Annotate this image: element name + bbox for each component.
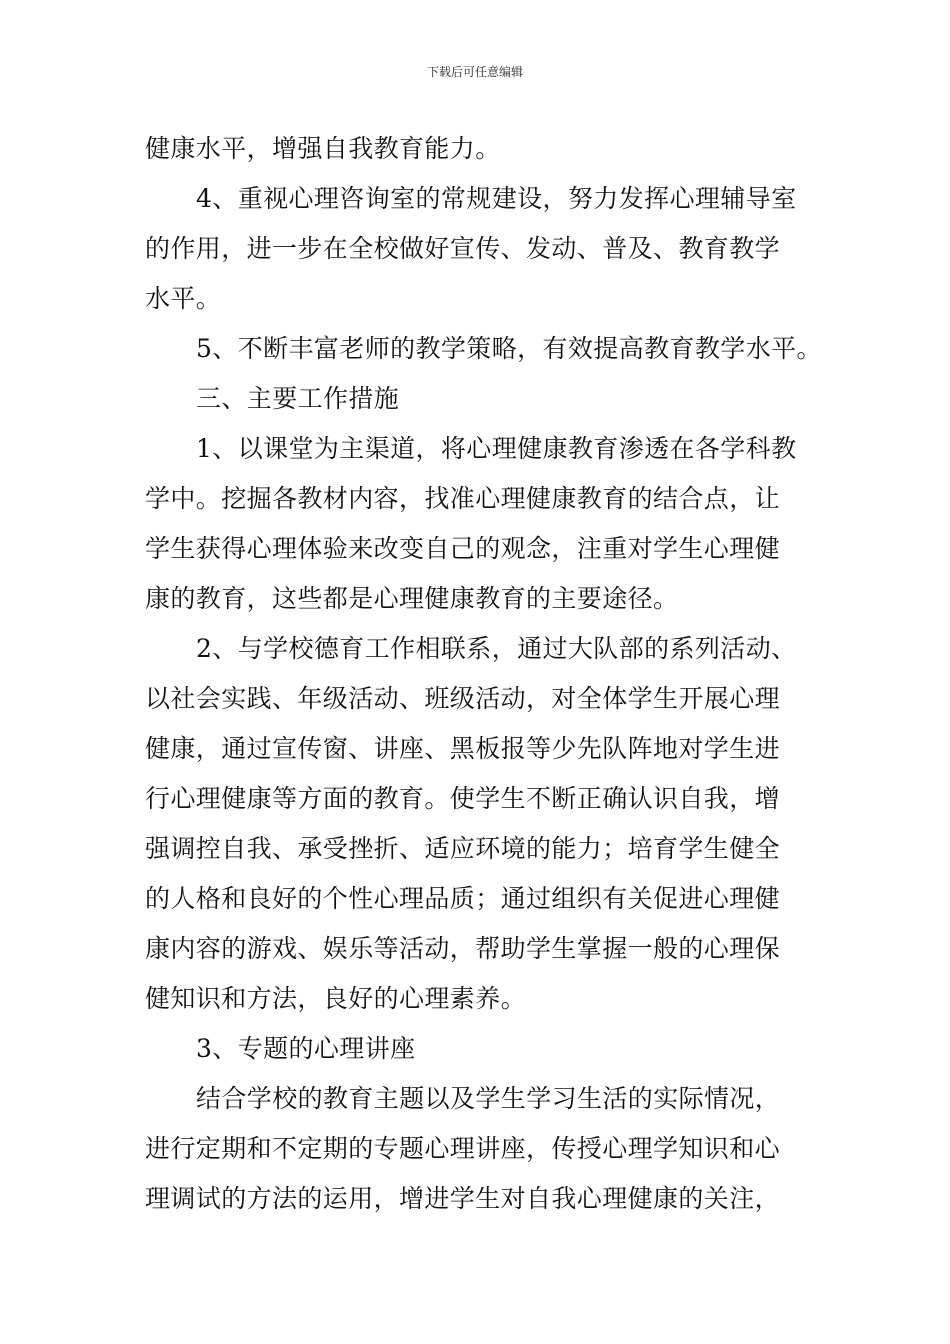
text-line: 健知识和方法，良好的心理素养。 <box>145 984 527 1013</box>
text-line: 以社会实践、年级活动、班级活动，对全体学生开展心理 <box>145 684 781 713</box>
text-line: 2、与学校德育工作相联系，通过大队部的系列活动、 <box>196 634 797 663</box>
text-line: 结合学校的教育主题以及学生学习生活的实际情况， <box>196 1084 781 1113</box>
subsection-heading: 3、专题的心理讲座 <box>196 1034 416 1063</box>
text-line: 理调试的方法的运用，增进学生对自我心理健康的关注， <box>145 1184 781 1213</box>
text-line: 行心理健康等方面的教育。使学生不断正确认识自我，增 <box>145 784 781 813</box>
section-heading: 三、主要工作措施 <box>196 384 400 413</box>
text-line: 学生获得心理体验来改变自己的观念，注重对学生心理健 <box>145 534 781 563</box>
text-line: 学中。挖掘各教材内容，找准心理健康教育的结合点，让 <box>145 484 781 513</box>
text-line: 的人格和良好的个性心理品质；通过组织有关促进心理健 <box>145 884 781 913</box>
text-line: 健康水平，增强自我教育能力。 <box>145 134 501 163</box>
text-line: 进行定期和不定期的专题心理讲座，传授心理学知识和心 <box>145 1134 781 1163</box>
page-header: 下载后可任意编辑 <box>426 65 523 79</box>
text-line: 5、不断丰富老师的教学策略，有效提高教育教学水平。 <box>196 334 822 363</box>
text-line: 1、以课堂为主渠道，将心理健康教育渗透在各学科教 <box>196 434 797 463</box>
text-line: 康的教育，这些都是心理健康教育的主要途径。 <box>145 584 679 613</box>
text-line: 康内容的游戏、娱乐等活动，帮助学生掌握一般的心理保 <box>145 934 781 963</box>
text-line: 强调控自我、承受挫折、适应环境的能力；培育学生健全 <box>145 834 781 863</box>
text-line: 4、重视心理咨询室的常规建设，努力发挥心理辅导室 <box>196 184 797 213</box>
document-body <box>145 124 822 1224</box>
text-line: 健康，通过宣传窗、讲座、黑板报等少先队阵地对学生进 <box>145 734 781 763</box>
text-line: 水平。 <box>145 284 222 313</box>
text-line: 的作用，进一步在全校做好宣传、发动、普及、教育教学 <box>145 234 781 263</box>
